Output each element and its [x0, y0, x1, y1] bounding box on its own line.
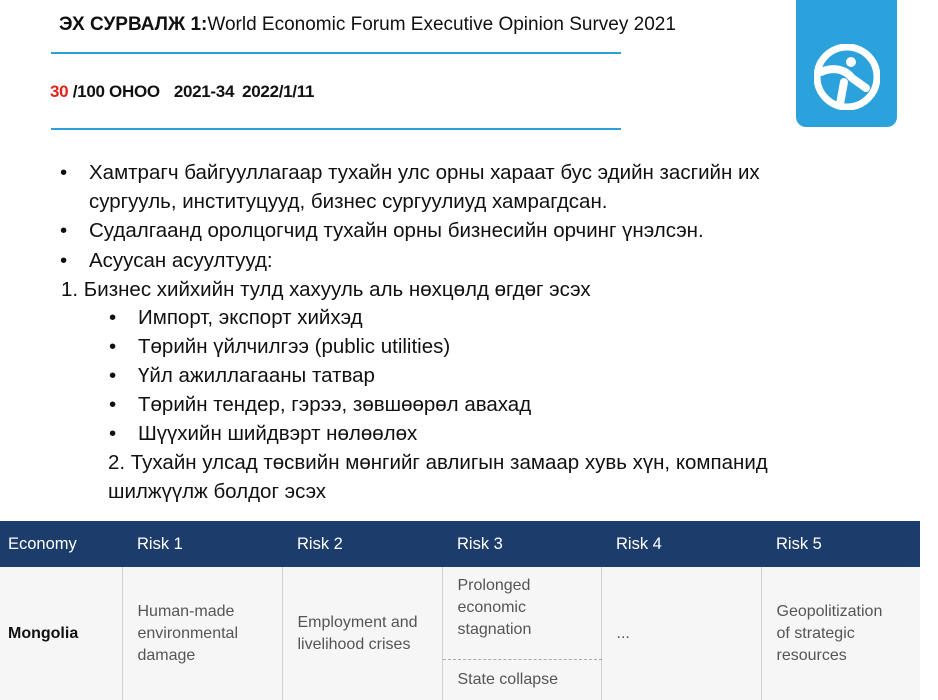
score-date: 2022/1/11 — [242, 82, 315, 101]
cell-risk-5 — [761, 567, 920, 700]
bullet-2: Судалгаанд оролцогчид тухайн орны бизнесийн орчинг үнэлсэн. — [89, 219, 704, 242]
transparency-logo — [796, 0, 897, 127]
transparency-international-logo-icon — [814, 44, 880, 110]
cell-risk-1 — [122, 567, 282, 700]
bullet-marker: • — [60, 219, 68, 242]
score-suffix: /100 ОНОО — [72, 82, 160, 101]
source-text: World Economic Forum Executive Opinion Survey 2021 — [207, 14, 676, 35]
cell-risk-3b-text: State collapse — [457, 671, 559, 688]
cell-risk-1-text: Human-made environmental damage — [137, 602, 238, 664]
cell-risk-3a-text: Prolonged economic stagnation — [457, 577, 532, 638]
bullet-1-line-2: сургууль, институцууд, бизнес сургуулиуд хамрагдсан. — [89, 190, 608, 213]
header-risk-3: Risk 3 — [442, 521, 601, 567]
bullet-marker: • — [60, 249, 68, 272]
header-risk-1: Risk 1 — [122, 521, 282, 567]
score-value: 30 — [50, 82, 69, 101]
cell-risk-3 — [442, 567, 601, 700]
cell-risk-5-text: Geopolitization of strategic resources — [776, 602, 883, 664]
sub-bullet-marker: • — [109, 306, 117, 329]
header-economy: Economy — [0, 521, 122, 567]
cell-risk-2 — [282, 567, 442, 700]
question-2-line-2: шилжүүлж болдог эсэх — [108, 480, 327, 503]
score-line — [50, 82, 314, 102]
header-risk-5: Risk 5 — [761, 521, 920, 567]
table-header-row — [0, 521, 920, 567]
score-period: 2021-34 — [173, 82, 235, 101]
sub-bullet-marker: • — [109, 364, 117, 387]
sub-item-2: Төрийн үйлчилгээ (public utilities) — [138, 335, 451, 358]
sub-item-5: Шүүхийн шийдвэрт нөлөөлөх — [138, 422, 418, 445]
risk-table — [0, 521, 920, 700]
bullet-3: Асуусан асуултууд: — [89, 249, 273, 272]
sub-bullet-marker: • — [109, 335, 117, 358]
sub-item-3: Үйл ажиллагааны татвар — [138, 364, 375, 387]
bullet-marker: • — [60, 161, 68, 184]
sub-item-4: Төрийн тендер, гэрээ, зөвшөөрөл авахад — [138, 393, 532, 416]
source-title — [59, 14, 676, 36]
bottom-divider — [51, 128, 621, 130]
cell-risk-2-text: Employment and livelihood crises — [297, 613, 418, 653]
question-1: 1. Бизнес хийхийн тулд хахууль аль нөхцөлд өгдөг эсэх — [61, 278, 591, 301]
bullet-1-line-1: Хамтрагч байгууллагаар тухайн улс орны хараат бус эдийн засгийн их — [89, 161, 760, 184]
question-2-line-1: 2. Тухайн улсад төсвийн мөнгийг авлигын замаар хувь хүн, компанид — [108, 451, 768, 474]
cell-risk-4: ... — [601, 567, 761, 700]
top-divider — [51, 52, 621, 54]
table-row — [0, 567, 920, 700]
source-label: ЭХ СУРВАЛЖ 1: — [59, 14, 208, 35]
sub-bullet-marker: • — [109, 422, 117, 445]
header-risk-4: Risk 4 — [601, 521, 761, 567]
header-risk-2: Risk 2 — [282, 521, 442, 567]
sub-item-1: Импорт, экспорт хийхэд — [138, 306, 363, 329]
cell-economy: Mongolia — [0, 567, 122, 700]
sub-bullet-marker: • — [109, 393, 117, 416]
